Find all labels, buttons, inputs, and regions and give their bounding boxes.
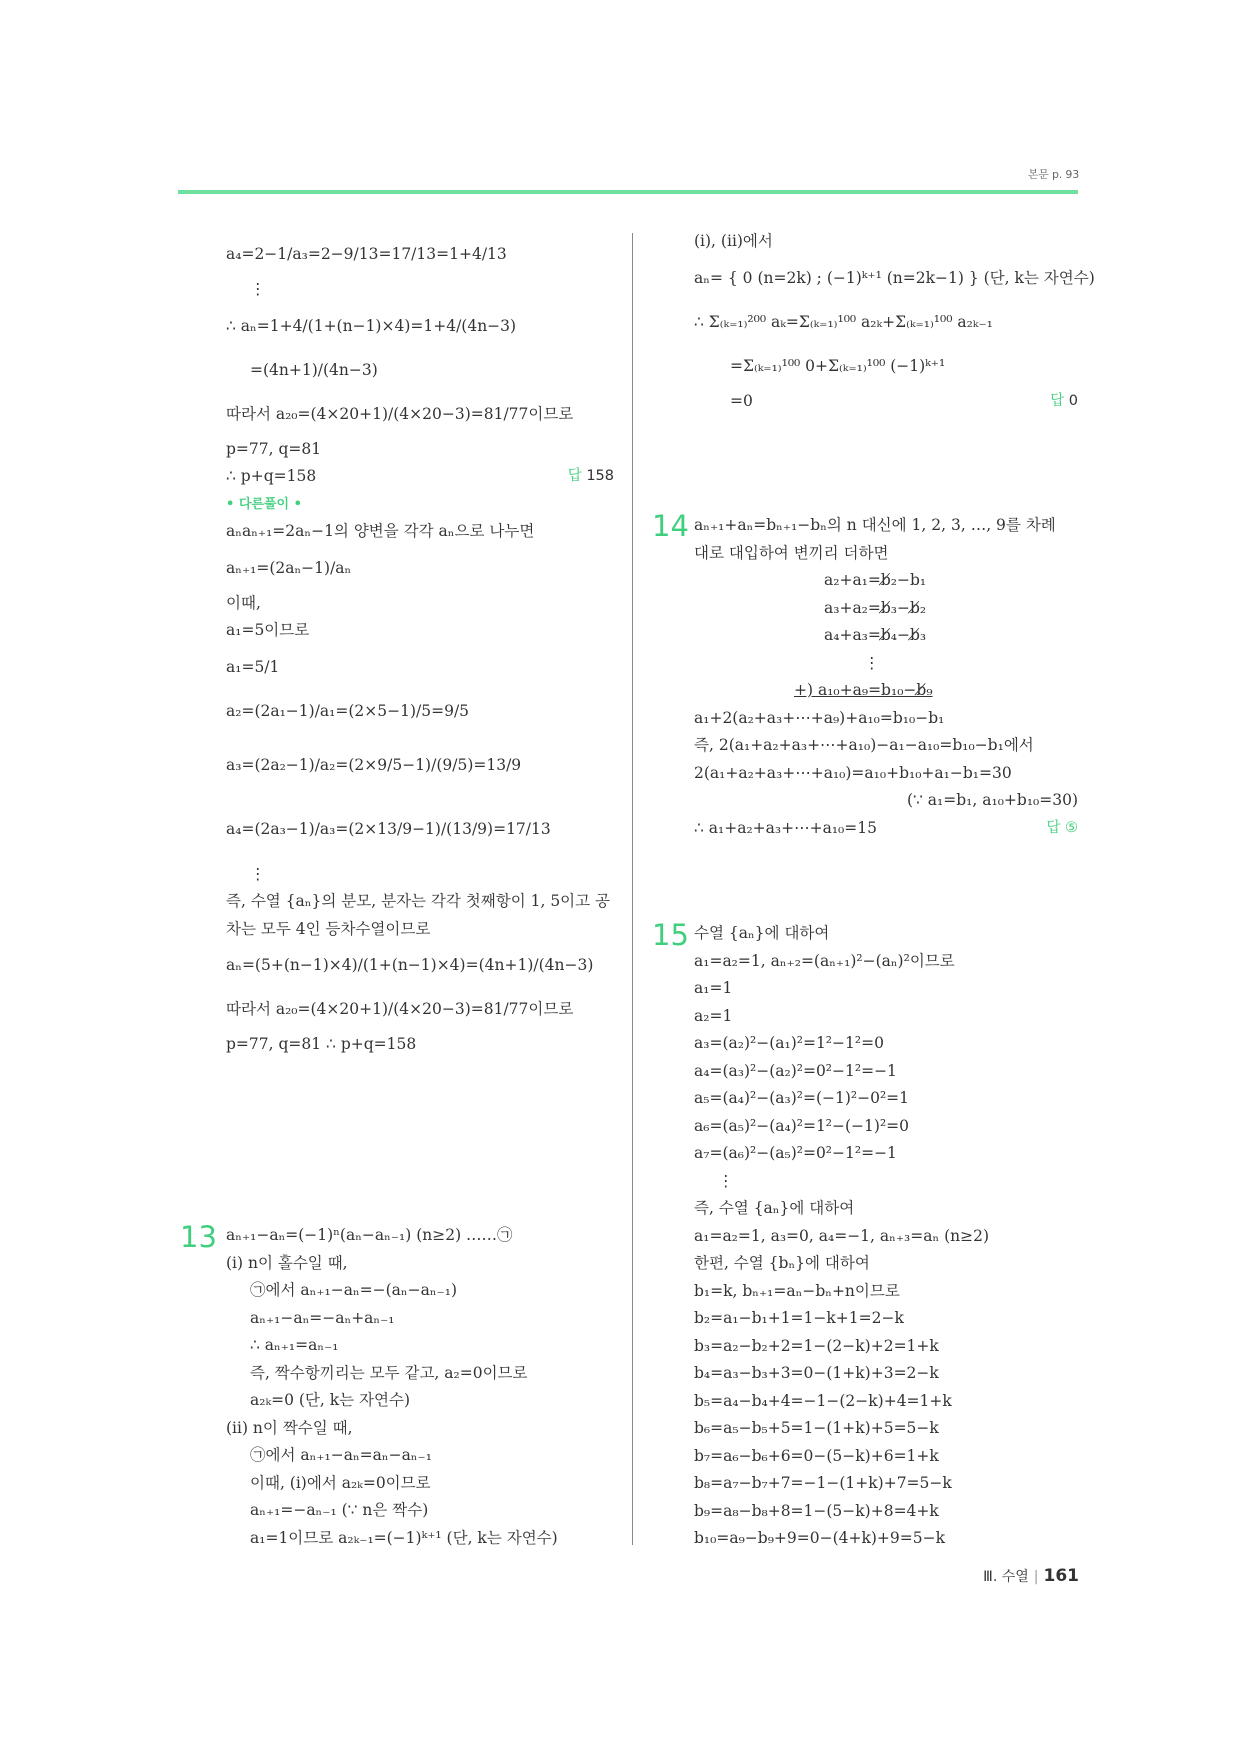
problem-13-solution: [226, 1222, 614, 1552]
math-line: a₄=(2a₃−1)/a₃=(2×13/9−1)/(13/9)=17/13: [226, 819, 551, 838]
math-line: 한편, 수열 {bₙ}에 대하여: [694, 1254, 870, 1272]
alternative-solution-label: • 다른풀이 •: [226, 496, 302, 512]
math-line: aₙ=(5+(n−1)×4)/(1+(n−1)×4)=(4n+1)/(4n−3): [226, 956, 594, 974]
math-line: a₂ₖ=0 (단, k는 자연수): [250, 1391, 411, 1409]
math-line: a₄=(a₃)²−(a₂)²=0²−1²=−1: [694, 1061, 897, 1080]
header-rule: [178, 190, 1078, 194]
math-line: 즉, 2(a₁+a₂+a₃+⋯+a₁₀)−a₁−a₁₀=b₁₀−b₁에서: [694, 736, 1034, 754]
answer-line: [694, 388, 1078, 416]
telescoping-sum: [694, 567, 1078, 705]
conclusion: ∴ p+q=158: [226, 467, 317, 485]
math-line: 대로 대입하여 변끼리 더하면: [694, 543, 889, 562]
math-line: 즉, 수열 {aₙ}에 대하여: [694, 1199, 855, 1217]
math-line: aₙ= { 0 (n=2k) ; (−1)ᵏ⁺¹ (n=2k−1) } (단, k는 자연수): [694, 268, 1095, 287]
footer-separator: |: [1033, 1569, 1039, 1585]
math-line: aₙ₊₁+aₙ=bₙ₊₁−bₙ의 n 대신에 1, 2, 3, …, 9를 차례: [694, 516, 1056, 534]
answer-mark: 답: [567, 468, 582, 484]
math-line: ㉠에서 aₙ₊₁−aₙ=aₙ−aₙ₋₁: [250, 1446, 432, 1464]
sum-row: +) a₁₀+a₉=b₁₀−b̸₉: [794, 681, 933, 699]
math-line: b₃=a₂−b₂+2=1−(2−k)+2=1+k: [694, 1336, 939, 1355]
math-line: 따라서 a₂₀=(4×20+1)/(4×20−3)=81/77이므로: [226, 404, 574, 423]
answer-badge: [1050, 388, 1078, 416]
math-line: ∴ aₙ₊₁=aₙ₋₁: [250, 1336, 339, 1354]
answer-value: ⑤: [1065, 819, 1078, 836]
sum-row: ⋮: [864, 653, 880, 672]
math-line: ⋮: [718, 1171, 734, 1190]
math-line: b₇=a₆−b₆+6=0−(5−k)+6=1+k: [694, 1446, 939, 1465]
math-line: aₙaₙ₊₁=2aₙ−1의 양변을 각각 aₙ으로 나누면: [226, 522, 535, 540]
math-line: ∴ aₙ=1+4/(1+(n−1)×4)=1+4/(4n−3): [226, 316, 517, 335]
math-line: aₙ₊₁=−aₙ₋₁ (∵ n은 짝수): [250, 1501, 429, 1519]
answer-badge: [568, 463, 614, 491]
math-line: ⋮: [250, 864, 266, 883]
math-line: aₙ₊₁=(2aₙ−1)/aₙ: [226, 558, 352, 577]
math-line: a₃=(a₂)²−(a₁)²=1²−1²=0: [694, 1034, 884, 1052]
math-line: b₅=a₄−b₄+4=−1−(2−k)+4=1+k: [694, 1391, 952, 1410]
math-line: b₆=a₅−b₅+5=1−(1+k)+5=5−k: [694, 1419, 939, 1437]
problem-15-solution: [694, 920, 1078, 1553]
problem-number-14: 14: [652, 509, 689, 543]
math-line: 차는 모두 4인 등차수열이므로: [226, 919, 431, 938]
answer-line: [226, 463, 614, 491]
math-line: 따라서 a₂₀=(4×20+1)/(4×20−3)=81/77이므로: [226, 1000, 574, 1018]
sum-row: a₂+a₁=b̸₂−b₁: [824, 571, 927, 589]
math-line: (∵ a₁=b₁, a₁₀+b₁₀=30): [906, 791, 1078, 809]
page-number: 161: [1043, 1566, 1079, 1586]
math-line: p=77, q=81 ∴ p+q=158: [226, 1035, 417, 1053]
sum-row: a₄+a₃=b̸₄−b̸₃: [824, 626, 927, 644]
math-line: b₉=a₈−b₈+8=1−(5−k)+8=4+k: [694, 1501, 939, 1520]
math-line: 즉, 수열 {aₙ}의 분모, 분자는 각각 첫째항이 1, 5이고 공: [226, 892, 611, 910]
math-line: 이때, (ⅰ)에서 a₂ₖ=0이므로: [250, 1473, 431, 1492]
math-line: a₂=1: [694, 1006, 733, 1025]
math-line: (ⅰ), (ⅱ)에서: [694, 232, 773, 250]
math-line: b₄=a₃−b₃+3=0−(1+k)+3=2−k: [694, 1364, 939, 1382]
math-line: a₁=a₂=1, aₙ₊₂=(aₙ₊₁)²−(aₙ)²이므로: [694, 951, 955, 970]
left-column: [226, 232, 614, 1059]
math-line: ㉠에서 aₙ₊₁−aₙ=−(aₙ−aₙ₋₁): [250, 1281, 457, 1299]
math-line: a₄=2−1/a₃=2−9/13=17/13=1+4/13: [226, 245, 507, 263]
math-line: b₁₀=a₉−b₉+9=0−(4+k)+9=5−k: [694, 1529, 946, 1547]
math-line: 이때,: [226, 593, 261, 612]
answer-mark: 답: [1050, 392, 1065, 409]
page-footer: [983, 1566, 1079, 1586]
math-line: 2(a₁+a₂+a₃+⋯+a₁₀)=a₁₀+b₁₀+a₁−b₁=30: [694, 763, 1012, 782]
math-line: aₙ₊₁−aₙ=(−1)ⁿ(aₙ−aₙ₋₁) (n≥2) ……㉠: [226, 1226, 513, 1244]
math-line: a₁=1: [694, 979, 733, 997]
math-line: b₁=k, bₙ₊₁=aₙ−bₙ+n이므로: [694, 1281, 900, 1300]
math-line: p=77, q=81: [226, 439, 322, 458]
section-title: Ⅲ. 수열: [983, 1569, 1029, 1585]
math-line: a₇=(a₆)²−(a₅)²=0²−1²=−1: [694, 1144, 897, 1162]
math-line: b₂=a₁−b₁+1=1−k+1=2−k: [694, 1309, 904, 1327]
page-reference: 본문 p. 93: [1027, 168, 1079, 181]
math-line: ∴ Σ₍ₖ₌₁₎²⁰⁰ aₖ=Σ₍ₖ₌₁₎¹⁰⁰ a₂ₖ+Σ₍ₖ₌₁₎¹⁰⁰ a₂ₖ₋₁: [694, 312, 993, 331]
math-line: (ⅱ) n이 짝수일 때,: [226, 1418, 353, 1437]
math-line: a₁=1이므로 a₂ₖ₋₁=(−1)ᵏ⁺¹ (단, k는 자연수): [250, 1528, 558, 1547]
math-line: a₁=5이므로: [226, 621, 310, 639]
answer-badge: [1046, 815, 1078, 843]
answer-line: [694, 815, 1078, 843]
problem-14-solution: [694, 512, 1078, 842]
problem-number-13: 13: [180, 1220, 217, 1254]
math-line: a₁=5/1: [226, 657, 280, 676]
math-line: a₂=(2a₁−1)/a₁=(2×5−1)/5=9/5: [226, 701, 470, 720]
math-line: a₅=(a₄)²−(a₃)²=(−1)²−0²=1: [694, 1089, 910, 1107]
answer-value: 0: [1068, 392, 1078, 409]
math-line: 수열 {aₙ}에 대하여: [694, 924, 830, 942]
column-divider: [632, 233, 633, 1545]
math-line: b₈=a₇−b₇+7=−1−(1+k)+7=5−k: [694, 1474, 952, 1492]
math-line: (ⅰ) n이 홀수일 때,: [226, 1253, 348, 1272]
problem-number-15: 15: [652, 918, 689, 952]
math-line: 즉, 짝수항끼리는 모두 같고, a₂=0이므로: [250, 1363, 528, 1382]
math-line: =Σ₍ₖ₌₁₎¹⁰⁰ 0+Σ₍ₖ₌₁₎¹⁰⁰ (−1)ᵏ⁺¹: [730, 356, 946, 375]
math-line: =0: [730, 391, 753, 410]
sum-row: a₃+a₂=b̸₃−b̸₂: [824, 598, 927, 617]
math-line: a₁+2(a₂+a₃+⋯+a₉)+a₁₀=b₁₀−b₁: [694, 708, 945, 727]
math-line: a₆=(a₅)²−(a₄)²=1²−(−1)²=0: [694, 1116, 910, 1135]
math-line: ⋮: [250, 280, 266, 298]
answer-value: 158: [586, 468, 614, 484]
answer-mark: 답: [1046, 819, 1061, 836]
math-line: =(4n+1)/(4n−3): [250, 360, 378, 379]
math-line: a₁=a₂=1, a₃=0, a₄=−1, aₙ₊₃=aₙ (n≥2): [694, 1226, 990, 1245]
math-line: a₃=(2a₂−1)/a₂=(2×9/5−1)/(9/5)=13/9: [226, 755, 522, 774]
math-line: aₙ₊₁−aₙ=−aₙ+aₙ₋₁: [250, 1308, 395, 1327]
problem-13-conclusion: [694, 228, 1095, 415]
math-line: ∴ a₁+a₂+a₃+⋯+a₁₀=15: [694, 818, 877, 837]
